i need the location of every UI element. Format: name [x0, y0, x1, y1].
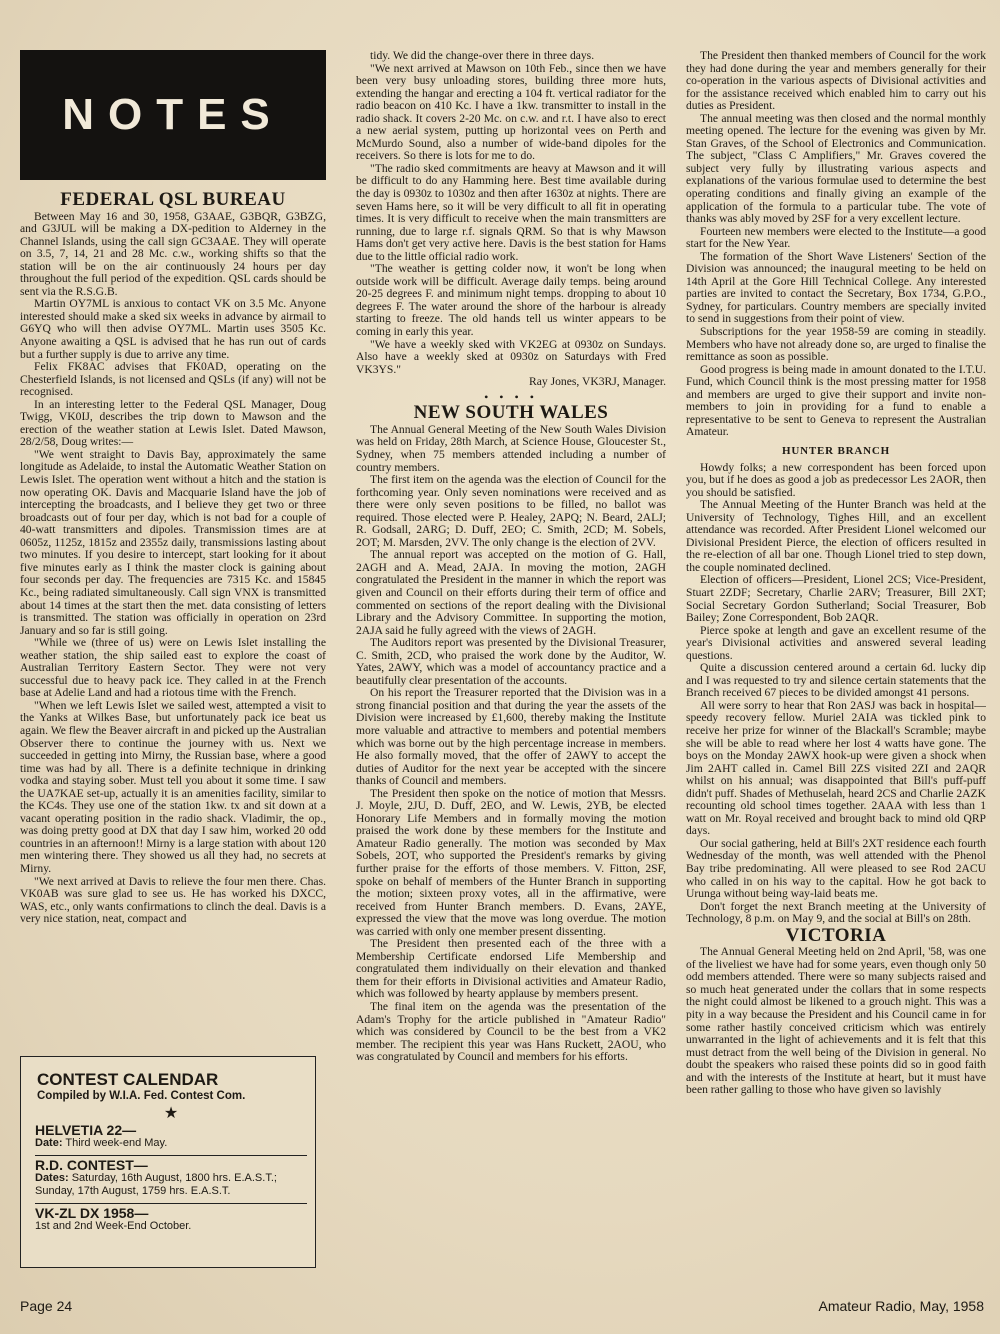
- paragraph: Good progress is being made in amount donated to the I.T.U. Fund, which Council think is the most pressing matter for 1958 and members are urged to give their support and invite non-members to join in providing for a fund to enable a representative to be sent to Geneva to represent the Australian Amateur.: [686, 362, 986, 439]
- star-icon: ★: [163, 1105, 179, 1122]
- paragraph: On his report the Treasurer reported that the Division was in a strong financial position and that during the year the assets of the Division were increased by £1,600, thereby making the Institute more valuable and attractive to members and potential members which was borne out by the high percentage increase in members. He also formally moved, that the offer of 2AWY to accept the duties of Auditor for the next year be accepted with the sincere thanks of Council and members.: [356, 686, 666, 788]
- magazine-issue: Amateur Radio, May, 1958: [818, 1298, 984, 1314]
- nsw-heading: NEW SOUTH WALES: [413, 402, 609, 424]
- paragraph: "We next arrived at Mawson on 10th Feb., since then we have been very busy unloading stores, building three more huts, extending the hangar and erecting a 104 ft. vertical radiator for the radio beacon on 410 Kc. I have a 1kw. transmitter to install in the radio shack. It covers 2-20 Mc. on c.w. and r.t. I have also to erect a new aerial system, putting up horizontal vees on Perth and McMurdo Sound, also a number of wide-band dipoles for the receivers. So there is lots for me to do.: [356, 61, 666, 163]
- paragraph: Howdy folks; a new correspondent has been forced upon you, but if he does as good a job as predecessor Les 2AOR, then you should be satisfied.: [686, 460, 986, 499]
- paragraph: Martin OY7ML is anxious to contact VK on 3.5 Mc. Anyone interested should make a sked six weeks in advance by airmail to G6YQ who will then advise OY7ML. Martin uses 3505 Kc. Anyone awaiting a QSL is advised that he has run out of cards but a further supply is due to arrive any time.: [20, 297, 326, 361]
- paragraph: "The weather is getting colder now, it won't be long when outside work will be difficult. Average daily temps. being around 20-25 degrees F. and minimum night temps. dropping to about 10 degrees F. The water around the shore of the harbour is already starting to freeze. The old hands tell us winter appears to be coming in early this year.: [356, 262, 666, 339]
- contest-event-detail: Date: Third week-end May.: [35, 1137, 168, 1149]
- paragraph: The Annual General Meeting held on 2nd April, '58, was one of the liveliest we have had for some years, even though only 50 odd members attended. There were so many subjects raised and so much heat generated under the collars that in some respects the night could almost be likened to a grouch night. This was a pity in a way because the President and his Council came in for some rather hastily conceived criticism which was entirely unwarranted in the light of achievements and it is felt that this must detract from the well being of the Division in general. No doubt the speakers who raised these points did so in good faith and with the interests of the Institute at heart, but it must have been rather galling to those who have given so lavishly: [686, 945, 986, 1097]
- paragraph: The formation of the Short Wave Listeners' Section of the Division was announced; the inaugural meeting to be held on 14th April at the Gore Hill Technical College. Any interested parties are invited to contact the Secretary, Box 1734, G.P.O., Sydney, for particulars. Country members are specially invited to send in suggestions from their point of view.: [686, 249, 986, 326]
- paragraph: All were sorry to hear that Ron 2ASJ was back in hospital—speedy recovery fellow. Muriel 2AIA was tickled pink to receive her prize for winner of the Blackall's Scramble; maybe she will be able to read where her lost 4 watts have gone. The boys on the Monday 2AWX hook-up were given a shock when Jim 2AHT called in. Camel Bill 2ZS visited 2ZI and 2AQR whilst on his annual; was disappointed that Bill's puff-puff didn't puff. Shades of Methuselah, heard 2CS and Charlie 2AZK recounting old school times together. 2AAA with less than 1 watt on Mr. Royal received and brought back to mind old QRP days.: [686, 698, 986, 838]
- contest-compiled-by: Compiled by W.I.A. Fed. Contest Com.: [37, 1090, 246, 1102]
- contest-event-name: R.D. CONTEST—: [35, 1155, 307, 1172]
- paragraph: Election of officers—President, Lionel 2CS; Vice-President, Stuart 2ZDF; Secretary, Charlie 2ARV; Treasurer, Bill 2XT; Social Secretary Gordon Sutherland; Social Treasurer, Bob Bailey; Zone Correspondent, Bob 2AQR.: [686, 573, 986, 625]
- paragraph: The Annual Meeting of the Hunter Branch was held at the University of Technology, Tighes Hill, and an excellent attendance was recorded. After President Lionel welcomed our Divisional President Pierce, the election of officers resulted in the re-election of all bar one. Though Lionel tried to step down, the couple nominated declined.: [686, 498, 986, 574]
- paragraph: Fourteen new members were elected to the Institute—a good start for the New Year.: [686, 224, 986, 251]
- contest-calendar-box: [20, 1056, 316, 1268]
- page-number: Page 24: [20, 1298, 73, 1314]
- federal-qsl-heading: FEDERAL QSL BUREAU: [60, 189, 286, 210]
- paragraph: Our social gathering, held at Bill's 2XT residence each fourth Wednesday of the month, was well attended with the Phenol Bay tribe predominating. All were pleased to see Rod 2ACU who called in on his way to the capital. How he got back to Urunga without being way-laid beats me.: [686, 836, 986, 901]
- federal-qsl-body: [20, 211, 326, 926]
- paragraph: "When we left Lewis Islet we sailed west, attempted a visit to the Yanks at Wilkes Base, but unfortunately pack ice beat us again. We flew the Beaver aircraft in and picked up the Australian Observer there to continue the journey with us. Next we succeeded in getting into Mirny, the Russian base, where a good time was had by all. There is a definite technique in drinking vodka and staying sober. Must tell you about it some time. I saw the UA7KAE set-up, actually it is an amenities facility, similar to the KC4s. They use one of the station 1kw. tx and sit down at a vacant operating position in the radio shack. Vladimir, the op., was doing pretty good at DX that day I saw him, worked 20 odd countries in an afternoon!! Mirny is a large station with about 120 men wintering there. They showed us all they had, no secrets at Mirny.: [20, 698, 326, 875]
- column-2: [356, 50, 666, 1305]
- paragraph: Quite a discussion centered around a certain 6d. lucky dip and I was requested to try and silence certain statements that the Branch received 67 pieces to be divided amongst 41 persons.: [686, 661, 986, 700]
- column-3: [686, 50, 986, 1305]
- notes-banner: NOTES: [20, 50, 326, 180]
- paragraph: The first item on the agenda was the election of Council for the forthcoming year. Only seven nominations were received and as there were only seven positions to be filled, no ballot was required. Those elected were P. Healey, 2APQ; N. Beard, 2ALJ; R. Godsall, 2ARG; D. Duff, 2EO; C. Smith, 2CD; M. Sobels, 2OT; M. Marsden, 2VV. The only change is the election of 2VV.: [356, 473, 666, 549]
- victoria-body: [686, 946, 986, 1097]
- contest-calendar-title: CONTEST CALENDAR: [37, 1070, 219, 1089]
- victoria-heading: VICTORIA: [785, 924, 887, 946]
- paragraph: "We next arrived at Davis to relieve the four men there. Chas. VK0AB was sure glad to see us. He has worked his DXCC, WAS, etc., only wants confirmations to clinch the deal. Davis is a very nice station, neat, compact and: [20, 874, 326, 926]
- paragraph: Pierce spoke at length and gave an excellent resume of the year's Divisional activities and answered several leading questions.: [686, 623, 986, 662]
- paragraph: The final item on the agenda was the presentation of the Adam's Trophy for the article published in "Amateur Radio" which was considered by Council to be the best from a VK2 member. The recipient this year was Hans Ruckett, 2AOU, who was congratulated by Council and members for his efforts.: [356, 1000, 666, 1064]
- paragraph: "We went straight to Davis Bay, approximately the same longitude as Adelaide, to instal the Automatic Weather Station on Lewis Islet. The operation went without a hitch and the station is now operating OK. Davis and Macquarie Island have the job of intercepting the broadcasts, and I believe they get two or three broadcasts out of four per day, which is not bad for a couple of 40-watt transmitters and dipoles. Transmission times are at 0605z, 1125z, 1815z and 2355z daily, transmissions lasting about two minutes. If you desire to intercept, start looking for it about five minutes early as I think the master clock is gaining about four seconds per day. The frequencies are 7315 Kc. and 15845 Kc., being radiated simultaneously. Call sign VNX is transmitted about 14 times at the start then the met. data consisting of letters is transmitted. The station was officially in operation on 23rd January and so far is still going.: [20, 447, 326, 637]
- section-divider: • • • •: [484, 389, 538, 404]
- hunter-branch-heading: HUNTER BRANCH: [782, 444, 890, 457]
- mawson-letter-continued: [356, 50, 666, 376]
- contest-event-detail: Dates: Saturday, 16th August, 1800 hrs. E.A.S.T.; Sunday, 17th August, 1759 hrs. E.A.S.T.: [35, 1172, 277, 1197]
- paragraph: The President then presented each of the three with a Membership Certificate endorsed Life Membership and congratulated them individually on their elevation and thanked them for their efforts in Divisional activities and Amateur Radio, which was followed by hearty applause by members present.: [356, 937, 666, 1001]
- paragraph: "While we (three of us) were on Lewis Islet installing the weather station, the ship sailed east to explore the coast of Australian Territory Eastern Sector. They were not very successful due to heavy pack ice. They called in at the French base at Adelie Land and had a riotous time with the French.: [20, 636, 326, 700]
- contest-event-name: HELVETIA 22—: [35, 1122, 137, 1138]
- paragraph: The annual meeting was then closed and the normal monthly meeting opened. The lecture for the evening was given by Mr. Stan Graves, of the School of Electronics and Communication. The subject, "Class C Amplifiers," Mr. Graves covered the subject very fully by illustrating various aspects and explanations of the various formulae used to determine the best operating conditions and finally giving an example of the application of the formula to a particular tube. The vote of thanks was ably moved by 2SF for a very excellent lecture.: [686, 111, 986, 226]
- paragraph: Subscriptions for the year 1958-59 are coming in steadily. Members who have not already done so, are urged to finalise the remittance as soon as possible.: [686, 325, 986, 364]
- paragraph: Between May 16 and 30, 1958, G3AAE, G3BQR, G3BZG, and G3JUL will be making a DX-pedition to Alderney in the Channel Islands, using the call sign GC3AAE. They will operate on 3.5, 7, 14, 21 and 28 Mc. c.w., working shifts so that the station will be on the air continuously 24 hours per day throughout the full period of the expedition. QSL cards should be sent via the R.S.G.B.: [20, 209, 326, 298]
- paragraph: The Annual General Meeting of the New South Wales Division was held on Friday, 28th March, at Science House, Gloucester St., Sydney, when 75 members attended including a number of country members.: [356, 422, 666, 474]
- nsw-body-continued: [686, 50, 986, 439]
- paragraph: Felix FK8AC advises that FK0AD, operating on the Chesterfield Islands, is not licensed and QSLs (if any) will not be recognised.: [20, 360, 326, 399]
- paragraph: In an interesting letter to the Federal QSL Manager, Doug Twigg, VK0IJ, describes the trip down to Mawson and the erection of the weather station at Lewis Islet. Dated Mawson, 28/2/58, Doug writes:—: [20, 397, 326, 449]
- nsw-body: [356, 424, 666, 1064]
- paragraph: "We have a weekly sked with VK2EG at 0930z on Sundays. Also have a weekly sked at 0930z on Saturdays with Fred VK3YS.": [356, 337, 666, 376]
- paragraph: "The radio sked commitments are heavy at Mawson and it will be difficult to do any Hamming here. Best time available during the day is 0930z to 1030z and then after 1630z at nights. There are seven Hams here, so it will be very difficult to all fit in operating times. It is very difficult to receive when the main transmitters are running, due to large r.f. signals QRM. So that is why Mawson Hams don't get very active here. Davis is the best station for Hams due to the little official radio work.: [356, 161, 666, 263]
- contest-event-detail: 1st and 2nd Week-End October.: [35, 1220, 192, 1232]
- contest-event-label: Dates:: [35, 1172, 69, 1184]
- paragraph: tidy. We did the change-over there in three days.: [370, 50, 595, 62]
- paragraph: Don't forget the next Branch meeting at the University of Technology, 8 p.m. on May 9, and the social at Bill's on 28th.: [686, 899, 986, 926]
- paragraph: The Auditors report was presented by the Divisional Treasurer, C. Smith, 2CD, who praised the work done by the Auditor, W. Yates, 2AWY, which was a model of accountancy practice and a beautifully clear presentation of the accounts.: [356, 636, 666, 687]
- paragraph: The President then spoke on the notice of motion that Messrs. J. Moyle, 2JU, D. Duff, 2EO, and W. Lewis, 2YB, be elected Honorary Life Members and in formally moving the motion praised the work done by these members for the Institute and Amateur Radio generally. The motion was seconded by Max Sobels, 2OT, who supported the President's remarks by giving further praise for the efforts of those members. V. Fitton, 2SF, spoke on behalf of members of the Hunter Branch in supporting the motion; sixteen proxy votes, all in the affirmative, were received from Hunter Branch members. D. Evans, 2AYE, expressed the view that the move was long overdue. The motion was carried with only one member present dissenting.: [356, 786, 666, 938]
- contest-event-name: VK-ZL DX 1958—: [35, 1203, 307, 1220]
- hunter-branch-body: [686, 462, 986, 926]
- contest-event-label: Date:: [35, 1137, 63, 1149]
- paragraph: The annual report was accepted on the motion of G. Hall, 2AGH and A. Mead, 2AJA. In moving the motion, 2AGH congratulated the President in the manner in which the report was given and Council on their efforts during their term of office and commented on sections of the report dealing with the Divisional Library and the Advisory Committee. In supporting the motion, 2AJA said he fully agreed with the views of 2AGH.: [356, 548, 666, 637]
- paragraph: The President then thanked members of Council for the work they had done during the year and members generally for their co-operation in the various aspects of Divisional activities and for the assistance received which enabled him to carry out his duties as President.: [686, 50, 986, 113]
- signature: Ray Jones, VK3RJ, Manager.: [529, 375, 666, 389]
